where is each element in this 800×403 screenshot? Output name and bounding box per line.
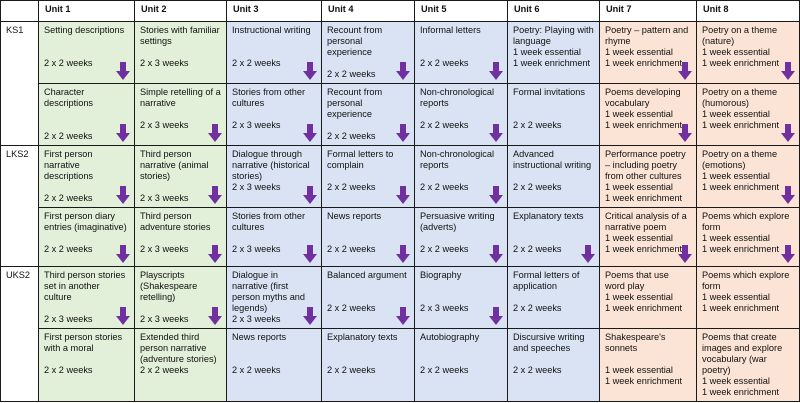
unit-duration: 2 x 3 weeks [232, 244, 281, 255]
unit-cell [322, 208, 415, 266]
unit-duration: 2 x 2 weeks [327, 182, 376, 193]
unit-duration: 1 week enrichment [605, 375, 683, 386]
unit-duration: 2 x 3 weeks [140, 244, 189, 255]
unit-title: Explanatory texts [327, 331, 398, 342]
unit-cell [415, 208, 508, 266]
unit-cell [135, 22, 227, 84]
unit-duration: 2 x 3 weeks [232, 120, 281, 131]
unit-duration: 1 week essential [605, 364, 673, 375]
unit-title: First person stories with a moral [44, 331, 123, 353]
header-unit-3: Unit 3 [227, 1, 322, 22]
unit-title: Poetry: Playing with language [513, 25, 594, 46]
unit-duration: 2 x 2 weeks [140, 364, 189, 375]
unit-title: Persuasive writing (adverts) [420, 211, 495, 233]
unit-title: Poems which explore form [702, 269, 790, 291]
unit-title: Setting descriptions [44, 25, 125, 35]
unit-duration: 1 week enrichment [605, 244, 683, 255]
unit-title: Recount from personal experience [327, 25, 383, 57]
header-unit-6: Unit 6 [508, 1, 600, 22]
unit-title: Recount from personal experience [327, 87, 383, 120]
unit-title: Poems developing vocabulary [605, 87, 681, 109]
table-row [1, 146, 800, 208]
unit-cell [322, 266, 415, 328]
unit-title: Non-chronological reports [420, 149, 495, 171]
unit-title: Poetry on a theme (humorous) [702, 87, 778, 109]
unit-duration: 2 x 2 weeks [513, 182, 562, 193]
unit-title: Third person narrative (animal stories) [140, 149, 209, 182]
unit-title: Third person adventure stories [140, 211, 211, 233]
header-unit-2: Unit 2 [135, 1, 227, 22]
unit-title: First person diary entries (imaginative) [44, 211, 127, 233]
unit-duration: 2 x 3 weeks [44, 313, 93, 324]
unit-duration: 1 week essential [702, 47, 770, 57]
key-stage-label: LKS2 [1, 146, 39, 266]
unit-duration: 1 week enrichment [702, 58, 780, 68]
unit-title: First person narrative descriptions [44, 149, 94, 182]
unit-duration: 1 week enrichment [702, 386, 780, 397]
unit-duration: 1 week essential [702, 171, 770, 182]
unit-title: News reports [327, 211, 382, 222]
header-unit-8: Unit 8 [697, 1, 800, 22]
unit-cell [697, 266, 800, 328]
unit-duration: 1 week essential [702, 375, 770, 386]
unit-duration: 2 x 2 weeks [420, 182, 469, 193]
unit-cell [227, 146, 322, 208]
unit-title: Stories with familiar settings [140, 25, 220, 46]
unit-duration: 2 x 2 weeks [327, 244, 376, 255]
header-unit-1: Unit 1 [39, 1, 135, 22]
unit-duration: 2 x 3 weeks [232, 313, 281, 324]
unit-duration: 1 week enrichment [513, 58, 591, 68]
unit-duration: 2 x 3 weeks [232, 182, 281, 193]
unit-duration: 1 week essential [605, 182, 673, 193]
unit-cell [322, 146, 415, 208]
unit-cell [39, 84, 135, 146]
unit-duration: 2 x 2 weeks [327, 131, 376, 142]
unit-cell [697, 208, 800, 266]
unit-title: Character descriptions [44, 87, 94, 109]
unit-title: Poetry on a theme (nature) [702, 25, 778, 46]
unit-title: Autobiography [420, 331, 480, 342]
unit-duration: 2 x 2 weeks [420, 58, 469, 68]
unit-duration: 2 x 2 weeks [44, 364, 93, 375]
unit-duration: 1 week essential [702, 109, 770, 120]
unit-cell [135, 84, 227, 146]
unit-cell [322, 22, 415, 84]
unit-title: Advanced instructional writing [513, 149, 592, 171]
unit-title: Performance poetry – including poetry from other cultures [605, 149, 686, 182]
unit-cell [415, 22, 508, 84]
unit-cell [600, 84, 697, 146]
unit-cell [322, 84, 415, 146]
unit-title: Non-chronological reports [420, 87, 495, 109]
unit-duration: 1 week essential [605, 47, 673, 57]
table-row [1, 328, 800, 401]
unit-duration: 1 week enrichment [605, 120, 683, 131]
unit-title: Poetry – pattern and rhyme [605, 25, 689, 46]
unit-cell [697, 146, 800, 208]
unit-cell [39, 266, 135, 328]
header-row [1, 1, 800, 22]
unit-title: Playscripts (Shakespeare retelling) [140, 269, 198, 302]
unit-cell [697, 328, 800, 401]
unit-cell [508, 84, 600, 146]
unit-duration: 2 x 2 weeks [327, 302, 376, 313]
unit-title: Poems which explore form [702, 211, 790, 233]
unit-duration: 1 week essential [605, 291, 673, 302]
unit-duration: 2 x 2 weeks [327, 364, 376, 375]
unit-duration: 1 week enrichment [702, 120, 780, 131]
unit-duration: 2 x 3 weeks [140, 193, 189, 204]
unit-duration: 1 week enrichment [605, 302, 683, 313]
unit-duration: 2 x 3 weeks [140, 58, 189, 68]
unit-cell [227, 328, 322, 401]
unit-title: Poems that use word play [605, 269, 669, 291]
unit-cell [415, 266, 508, 328]
unit-duration: 1 week essential [513, 47, 581, 57]
unit-title: Stories from other cultures [232, 87, 306, 109]
unit-title: News reports [232, 331, 287, 342]
unit-duration: 2 x 2 weeks [44, 131, 93, 142]
unit-cell [39, 208, 135, 266]
unit-cell [600, 266, 697, 328]
unit-title: Formal letters to complain [327, 149, 394, 171]
unit-cell [322, 328, 415, 401]
unit-cell [39, 328, 135, 401]
unit-title: Third person stories set in another culture [44, 269, 126, 302]
unit-duration: 2 x 2 weeks [44, 193, 93, 204]
unit-title: Formal invitations [513, 87, 585, 98]
unit-title: Stories from other cultures [232, 211, 306, 233]
unit-title: Biography [420, 269, 462, 280]
unit-cell [600, 22, 697, 84]
unit-cell [227, 266, 322, 328]
unit-duration: 2 x 2 weeks [420, 364, 469, 375]
unit-cell [135, 146, 227, 208]
unit-title: Shakespeare's sonnets [605, 331, 666, 353]
unit-title: Formal letters of application [513, 269, 580, 291]
unit-duration: 1 week enrichment [702, 302, 780, 313]
unit-cell [508, 22, 600, 84]
unit-cell [697, 84, 800, 146]
table-row [1, 22, 800, 84]
key-stage-label: UKS2 [1, 266, 39, 401]
unit-cell [135, 266, 227, 328]
unit-duration: 1 week enrichment [605, 58, 683, 68]
unit-duration: 2 x 2 weeks [44, 244, 93, 255]
unit-cell [135, 328, 227, 401]
unit-title: Extended third person narrative (adventure stories) [140, 331, 217, 364]
unit-duration: 1 week enrichment [605, 193, 683, 204]
unit-duration: 2 x 2 weeks [513, 244, 562, 255]
unit-duration: 2 x 2 weeks [513, 120, 562, 131]
unit-duration: 1 week essential [605, 109, 673, 120]
unit-cell [39, 22, 135, 84]
unit-duration: 2 x 3 weeks [140, 120, 189, 131]
header-unit-4: Unit 4 [322, 1, 415, 22]
unit-cell [508, 208, 600, 266]
unit-title: Critical analysis of a narrative poem [605, 211, 687, 233]
table-row [1, 84, 800, 146]
unit-duration: 1 week enrichment [702, 182, 780, 193]
unit-duration: 2 x 2 weeks [327, 69, 376, 79]
unit-duration: 1 week enrichment [702, 244, 780, 255]
unit-cell [508, 266, 600, 328]
unit-title: Discursive writing and speeches [513, 331, 585, 353]
unit-title: Simple retelling of a narrative [140, 87, 221, 109]
unit-duration: 1 week essential [605, 233, 673, 244]
unit-cell [227, 84, 322, 146]
header-corner [1, 1, 39, 22]
unit-duration: 2 x 2 weeks [420, 120, 469, 131]
unit-cell [227, 22, 322, 84]
unit-cell [135, 208, 227, 266]
unit-cell [508, 146, 600, 208]
unit-cell [508, 328, 600, 401]
table-row [1, 208, 800, 266]
unit-duration: 1 week essential [702, 291, 770, 302]
table-row [1, 266, 800, 328]
header-unit-5: Unit 5 [415, 1, 508, 22]
unit-duration: 2 x 2 weeks [513, 302, 562, 313]
unit-cell [600, 328, 697, 401]
unit-cell [600, 208, 697, 266]
unit-cell [39, 146, 135, 208]
unit-duration: 2 x 2 weeks [513, 364, 562, 375]
unit-title: Dialogue in narrative (first person myths and legends) [232, 269, 306, 313]
unit-cell [415, 146, 508, 208]
unit-title: Poems that create images and explore vocabulary (war poetry) [702, 331, 783, 375]
unit-duration: 1 week essential [702, 233, 770, 244]
unit-title: Balanced argument [327, 269, 407, 280]
unit-duration: 2 x 2 weeks [420, 244, 469, 255]
unit-cell [415, 328, 508, 401]
unit-title: Poetry on a theme (emotions) [702, 149, 778, 171]
unit-cell [600, 146, 697, 208]
unit-cell [415, 84, 508, 146]
unit-duration: 2 x 2 weeks [232, 364, 281, 375]
unit-duration: 2 x 3 weeks [420, 302, 469, 313]
key-stage-label: KS1 [1, 22, 39, 146]
unit-duration: 2 x 3 weeks [140, 313, 189, 324]
unit-title: Explanatory texts [513, 211, 584, 222]
header-unit-7: Unit 7 [600, 1, 697, 22]
unit-title: Instructional writing [232, 25, 311, 35]
unit-title: Dialogue through narrative (historical stories) [232, 149, 310, 182]
unit-cell [227, 208, 322, 266]
unit-duration: 2 x 2 weeks [232, 58, 281, 68]
unit-duration: 2 x 2 weeks [44, 58, 93, 68]
unit-cell [697, 22, 800, 84]
unit-title: Informal letters [420, 25, 481, 35]
